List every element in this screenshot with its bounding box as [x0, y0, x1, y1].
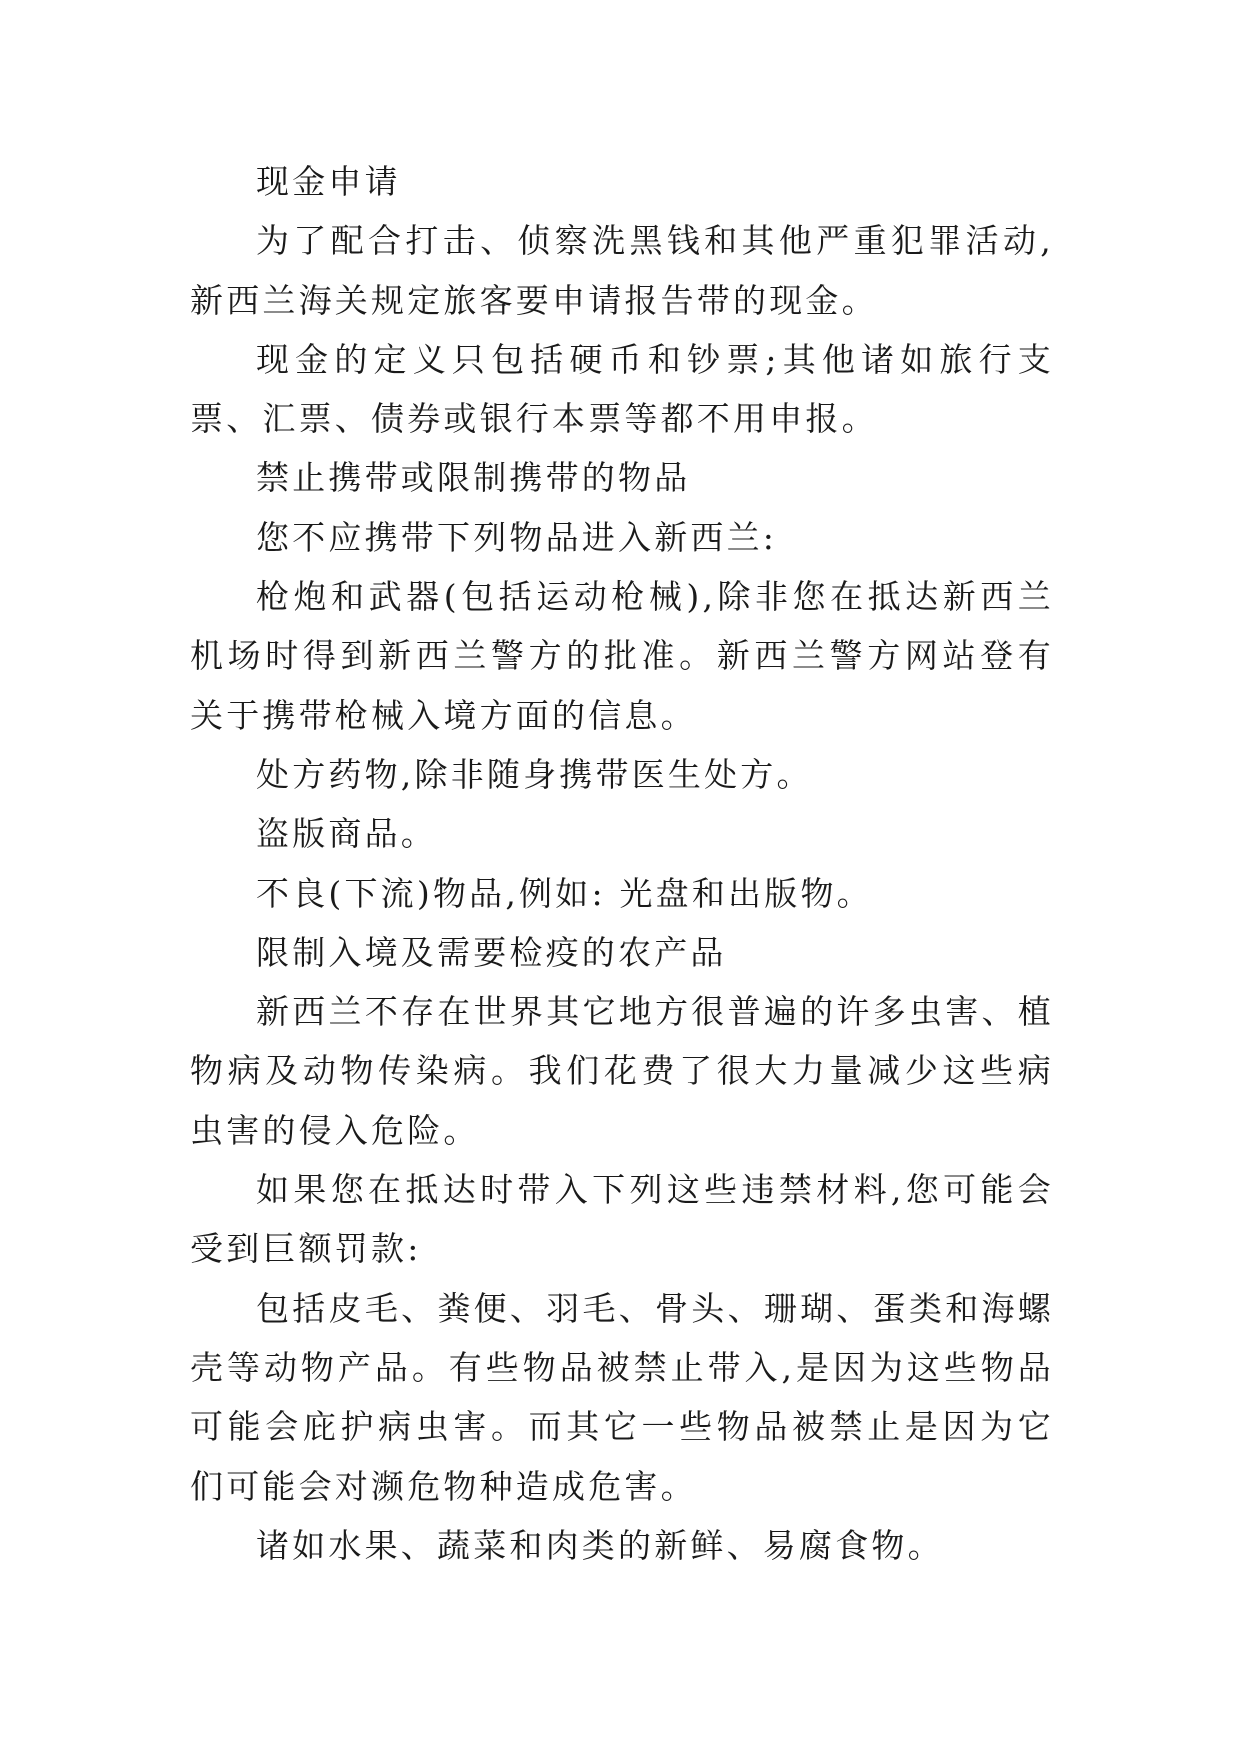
heading-cash-declaration: 现金申请	[256, 162, 401, 201]
paragraph-cash-definition: 现金的定义只包括硬币和钞票;其他诸如旅行支票、汇票、债券或银行本票等都不用申报。	[190, 339, 1054, 439]
heading-prohibited-items: 禁止携带或限制携带的物品	[256, 458, 691, 498]
paragraph-prohibited-intro: 您不应携带下列物品进入新西兰:	[256, 517, 778, 557]
paragraph-fresh-foods: 诸如水果、蔬菜和肉类的新鲜、易腐食物。	[256, 1525, 944, 1565]
heading-restricted-agricultural: 限制入境及需要检疫的农产品	[256, 932, 727, 972]
paragraph-fines-warning: 如果您在抵达时带入下列这些违禁材料,您可能会受到巨额罚款:	[190, 1170, 1054, 1269]
paragraph-firearms: 枪炮和武器(包括运动枪械),除非您在抵达新西兰机场时得到新西兰警方的批准。新西兰警方网站登有关于携带枪械入境方面的信息。	[190, 577, 1054, 735]
paragraph-pirated-goods: 盗版商品。	[256, 814, 437, 854]
paragraph-cash-declaration-purpose: 为了配合打击、侦察洗黑钱和其他严重犯罪活动,新西兰海关规定旅客要申请报告带的现金。	[190, 221, 1054, 320]
paragraph-objectionable-items: 不良(下流)物品,例如: 光盘和出版物。	[256, 873, 873, 913]
paragraph-biosecurity-risk: 新西兰不存在世界其它地方很普遍的许多虫害、植物病及动物传染病。我们花费了很大力量减少这些病虫害的侵入危险。	[190, 992, 1054, 1150]
paragraph-animal-products: 包括皮毛、粪便、羽毛、骨头、珊瑚、蛋类和海螺壳等动物产品。有些物品被禁止带入,是因为这些物品可能会庇护病虫害。而其它一些物品被禁止是因为它们可能会对濒危物种造成危害。	[190, 1288, 1054, 1506]
paragraph-prescription-drugs: 处方药物,除非随身携带医生处方。	[256, 754, 813, 794]
document-body	[190, 152, 1054, 1575]
